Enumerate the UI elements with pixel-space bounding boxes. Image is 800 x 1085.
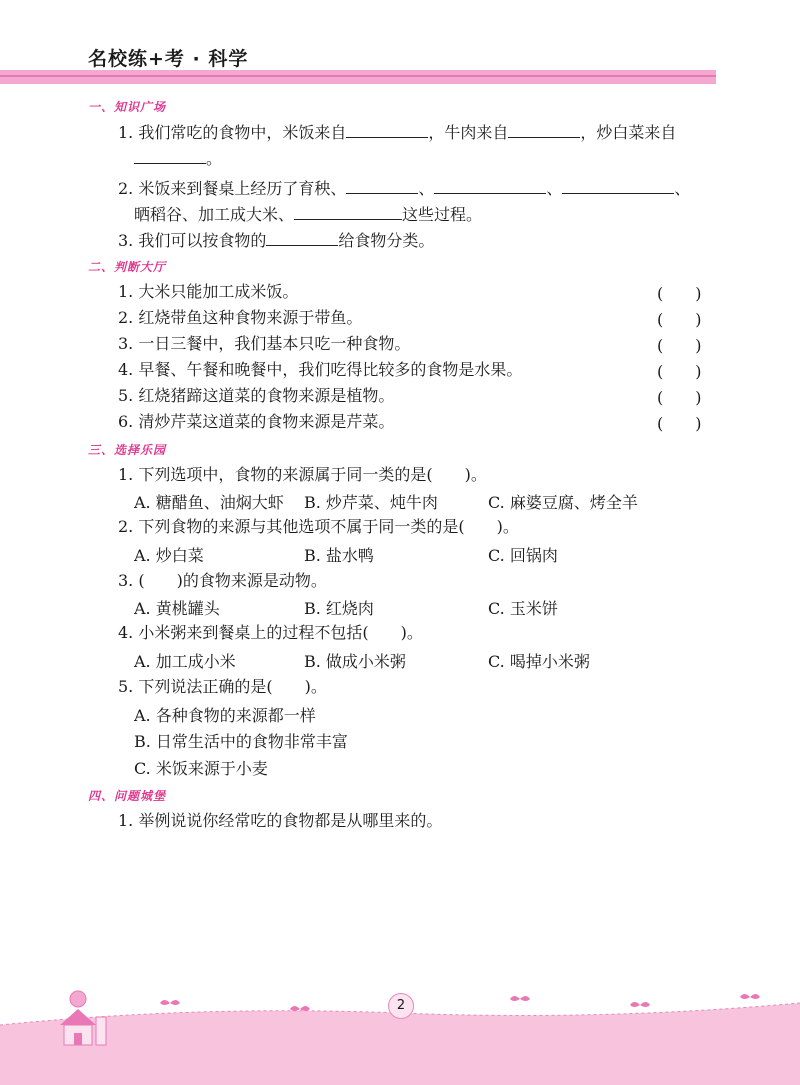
answer-parentheses[interactable]: ( ) <box>657 362 702 381</box>
choice-question: 4. 小米粥来到餐桌上的过程不包括( )。 <box>118 623 423 642</box>
choice-option[interactable]: C. 麻婆豆腐、烤全羊 <box>488 493 638 512</box>
header-band <box>0 70 716 84</box>
choice-question: 2. 下列食物的来源与其他选项不属于同一类的是( )。 <box>118 517 519 536</box>
choice-option[interactable]: A. 黄桃罐头 <box>134 599 220 618</box>
section-title-castle: 四、问题城堡 <box>88 789 167 803</box>
answer-parentheses[interactable]: ( ) <box>657 310 702 329</box>
page-number: 2 <box>388 993 414 1019</box>
answer-blank[interactable] <box>294 203 402 220</box>
answer-parentheses[interactable]: ( ) <box>657 336 702 355</box>
sprout-icon <box>160 994 760 1011</box>
house-icon <box>60 991 106 1045</box>
choice-option[interactable]: C. 米饭来源于小麦 <box>134 759 268 778</box>
fill-question-1 <box>118 121 676 144</box>
question-text: 给食物分类。 <box>338 231 435 250</box>
answer-blank[interactable] <box>346 177 418 194</box>
choice-option[interactable]: B. 红烧肉 <box>304 599 374 618</box>
header-title: 名校练+考 · 科学 <box>88 48 249 70</box>
choice-option[interactable]: C. 回锅肉 <box>488 546 558 565</box>
judge-item: 2. 红烧带鱼这种食物来源于带鱼。 <box>118 308 363 327</box>
question-text: 、 <box>418 179 435 198</box>
choice-question: 1. 下列选项中，食物的来源属于同一类的是( )。 <box>118 465 487 484</box>
choice-option[interactable]: B. 炒芹菜、炖牛肉 <box>304 493 438 512</box>
question-text: 2. 米饭来到餐桌上经历了育秧、 <box>118 179 347 198</box>
question-text: 3. 我们可以按食物的 <box>118 231 267 250</box>
answer-blank[interactable] <box>266 229 338 246</box>
question-text: 。 <box>206 149 223 168</box>
answer-blank[interactable] <box>346 121 428 138</box>
judge-item: 5. 红烧猪蹄这道菜的食物来源是植物。 <box>118 386 395 405</box>
answer-blank[interactable] <box>562 177 674 194</box>
judge-item: 3. 一日三餐中，我们基本只吃一种食物。 <box>118 334 411 353</box>
choice-option[interactable]: C. 喝掉小米粥 <box>488 652 590 671</box>
question-text: 、 <box>674 179 691 198</box>
question-text: 1. 我们常吃的食物中，米饭来自 <box>118 123 347 142</box>
judge-item: 4. 早餐、午餐和晚餐中，我们吃得比较多的食物是水果。 <box>118 360 523 379</box>
section-title-choice: 三、选择乐园 <box>88 443 167 457</box>
judge-item: 6. 清炒芹菜这道菜的食物来源是芹菜。 <box>118 412 395 431</box>
choice-question: 5. 下列说法正确的是( )。 <box>118 677 327 696</box>
question-text: ，炒白菜来自 <box>580 123 677 142</box>
choice-option[interactable]: A. 加工成小米 <box>134 652 236 671</box>
answer-blank[interactable] <box>434 177 546 194</box>
choice-option[interactable]: B. 日常生活中的食物非常丰富 <box>134 732 348 751</box>
answer-blank[interactable] <box>508 121 580 138</box>
question-text: 这些过程。 <box>402 205 483 224</box>
open-question: 1. 举例说说你经常吃的食物都是从哪里来的。 <box>118 811 443 830</box>
answer-parentheses[interactable]: ( ) <box>657 414 702 433</box>
choice-question: 3. ( )的食物来源是动物。 <box>118 571 327 590</box>
answer-parentheses[interactable]: ( ) <box>657 388 702 407</box>
judge-item: 1. 大米只能加工成米饭。 <box>118 282 299 301</box>
choice-option[interactable]: B. 做成小米粥 <box>304 652 406 671</box>
fill-question-1-cont <box>134 147 222 170</box>
choice-option[interactable]: A. 糖醋鱼、油焖大虾 <box>134 493 284 512</box>
choice-option[interactable]: A. 各种食物的来源都一样 <box>134 706 316 725</box>
fill-question-2-cont <box>134 203 482 226</box>
section-title-judge: 二、判断大厅 <box>88 260 167 274</box>
section-title-knowledge: 一、知识广场 <box>88 100 167 114</box>
question-text: 晒稻谷、加工成大米、 <box>134 205 295 224</box>
answer-blank[interactable] <box>134 147 206 164</box>
question-text: ，牛肉来自 <box>428 123 509 142</box>
choice-option[interactable]: C. 玉米饼 <box>488 599 558 618</box>
choice-option[interactable]: B. 盐水鸭 <box>304 546 374 565</box>
answer-parentheses[interactable]: ( ) <box>657 284 702 303</box>
question-text: 、 <box>546 179 563 198</box>
choice-option[interactable]: A. 炒白菜 <box>134 546 204 565</box>
fill-question-2 <box>118 177 690 200</box>
fill-question-3 <box>118 229 434 252</box>
